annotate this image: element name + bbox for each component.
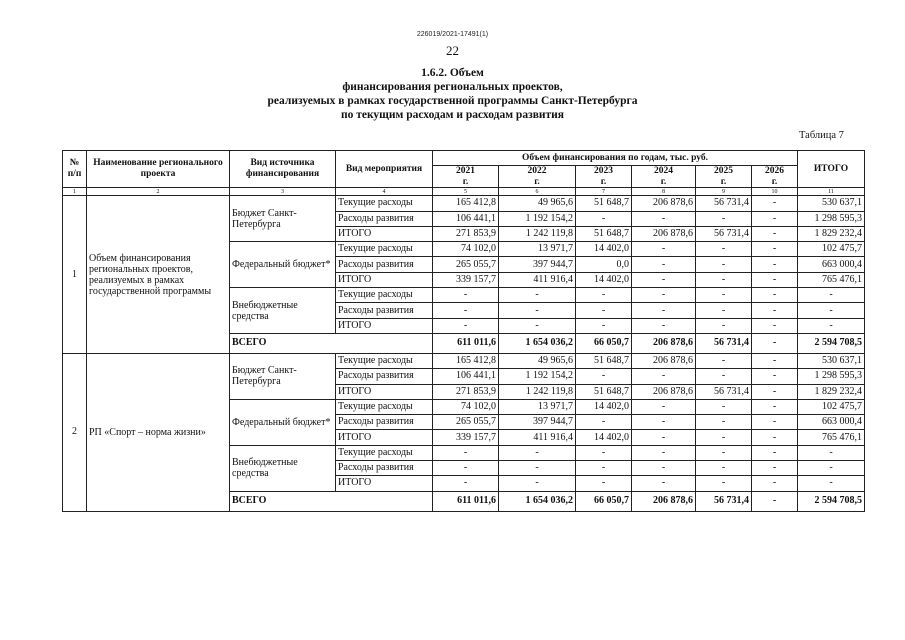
year-value: 14 402,0 [576, 399, 632, 414]
header-num: № п/п [63, 151, 87, 188]
year-value: 411 916,4 [499, 430, 576, 445]
header-project: Наименование регионального проекта [87, 151, 230, 188]
row-total: 663 000,4 [798, 415, 865, 430]
year-value: - [752, 288, 798, 303]
grand-total-label: ВСЕГО [230, 491, 433, 511]
year-value: - [696, 399, 752, 414]
activity-type: Расходы развития [336, 369, 433, 384]
year-value: 74 102,0 [433, 399, 499, 414]
year-value: - [499, 288, 576, 303]
activity-type: Текущие расходы [336, 196, 433, 211]
year-value: - [632, 399, 696, 414]
year-value: - [696, 461, 752, 476]
project-name: Объем финансирования региональных проектов, реализуемых в рамках государственной программы [87, 196, 230, 354]
year-value: - [576, 369, 632, 384]
document-title [0, 66, 905, 122]
table-row [63, 196, 865, 211]
row-total: - [798, 288, 865, 303]
year-value: 206 878,6 [632, 226, 696, 241]
title-line-4: по текущим расходам и расходам развития [340, 109, 565, 121]
year-value: - [499, 476, 576, 491]
column-number-7: 8 [632, 188, 696, 196]
activity-type: Текущие расходы [336, 242, 433, 257]
year-value: - [632, 318, 696, 333]
row-total: 663 000,4 [798, 257, 865, 272]
activity-type: ИТОГО [336, 476, 433, 491]
funding-source: Внебюджетные средства [230, 288, 336, 334]
grand-total-sum: 2 594 708,5 [798, 491, 865, 511]
year-value: - [696, 476, 752, 491]
grand-total-value: - [752, 491, 798, 511]
row-total: 765 476,1 [798, 430, 865, 445]
year-value: 339 157,7 [433, 272, 499, 287]
header-year-value: 2026 [765, 166, 784, 177]
year-value: 51 648,7 [576, 226, 632, 241]
header-year-unit: г. [720, 176, 727, 187]
header-activity: Вид мероприятия [336, 151, 433, 188]
year-value: - [696, 415, 752, 430]
year-value: - [696, 369, 752, 384]
year-value: 14 402,0 [576, 430, 632, 445]
year-value: - [576, 461, 632, 476]
year-value: - [752, 461, 798, 476]
year-value: - [632, 461, 696, 476]
year-value: 206 878,6 [632, 384, 696, 399]
year-value: - [696, 257, 752, 272]
year-value: 14 402,0 [576, 242, 632, 257]
year-value: - [433, 476, 499, 491]
year-value: - [696, 288, 752, 303]
year-value: 14 402,0 [576, 272, 632, 287]
year-value: - [632, 211, 696, 226]
column-number-3: 4 [336, 188, 433, 196]
year-value: - [499, 445, 576, 460]
activity-type: ИТОГО [336, 318, 433, 333]
year-value: 206 878,6 [632, 196, 696, 211]
grand-total-value: 56 731,4 [696, 491, 752, 511]
grand-total-value: 611 011,6 [433, 333, 499, 353]
financing-table [62, 150, 865, 512]
year-value: - [696, 318, 752, 333]
grand-total-value: 1 654 036,2 [499, 333, 576, 353]
activity-type: ИТОГО [336, 226, 433, 241]
year-value: 0,0 [576, 257, 632, 272]
year-value: - [696, 272, 752, 287]
row-total: - [798, 318, 865, 333]
activity-type: ИТОГО [336, 272, 433, 287]
year-value: 271 853,9 [433, 384, 499, 399]
year-value: - [433, 303, 499, 318]
title-line-2: финансирования региональных проектов, [342, 81, 563, 93]
funding-source: Федеральный бюджет* [230, 242, 336, 288]
year-value: 49 965,6 [499, 353, 576, 368]
year-value: - [576, 211, 632, 226]
row-total: 530 637,1 [798, 196, 865, 211]
year-value: - [752, 384, 798, 399]
year-value: 106 441,1 [433, 211, 499, 226]
row-total: 1 298 595,3 [798, 211, 865, 226]
year-value: - [433, 318, 499, 333]
funding-source: Бюджет Санкт-Петербурга [230, 196, 336, 242]
year-value: 411 916,4 [499, 272, 576, 287]
grand-total-sum: 2 594 708,5 [798, 333, 865, 353]
header-year-unit: г. [462, 176, 469, 187]
year-value: 265 055,7 [433, 257, 499, 272]
row-total: - [798, 445, 865, 460]
year-value: - [632, 303, 696, 318]
year-value: - [499, 303, 576, 318]
row-total: 1 829 232,4 [798, 226, 865, 241]
grand-total-value: 206 878,6 [632, 333, 696, 353]
header-total: ИТОГО [798, 151, 865, 188]
year-value: 56 731,4 [696, 226, 752, 241]
year-value: 51 648,7 [576, 384, 632, 399]
year-value: 51 648,7 [576, 196, 632, 211]
year-value: - [433, 445, 499, 460]
year-value: 1 192 154,2 [499, 369, 576, 384]
table-header [63, 151, 865, 196]
year-value: - [632, 288, 696, 303]
year-value: 165 412,8 [433, 353, 499, 368]
column-number-1: 2 [87, 188, 230, 196]
year-value: 397 944,7 [499, 257, 576, 272]
year-value: - [752, 272, 798, 287]
activity-type: ИТОГО [336, 384, 433, 399]
header-funding: Объем финансирования по годам, тыс. руб. [433, 151, 798, 166]
year-value: - [752, 303, 798, 318]
year-value: - [632, 369, 696, 384]
header-year-unit: г. [660, 176, 667, 187]
year-value: - [632, 476, 696, 491]
header-year-unit: г. [771, 176, 778, 187]
year-value: - [576, 318, 632, 333]
column-number-6: 7 [576, 188, 632, 196]
grand-total-value: 66 050,7 [576, 333, 632, 353]
year-value: 206 878,6 [632, 353, 696, 368]
row-total: 1 829 232,4 [798, 384, 865, 399]
year-value: - [752, 242, 798, 257]
header-year-1 [499, 166, 576, 188]
grand-total-value: 66 050,7 [576, 491, 632, 511]
header-year-value: 2021 [456, 166, 475, 177]
year-value: - [576, 476, 632, 491]
activity-type: Текущие расходы [336, 445, 433, 460]
title-line-1: 1.6.2. Объем [421, 67, 484, 79]
activity-type: Текущие расходы [336, 399, 433, 414]
project-number: 2 [63, 353, 87, 511]
grand-total-value: - [752, 333, 798, 353]
table-label: Таблица 7 [799, 130, 844, 141]
year-value: 74 102,0 [433, 242, 499, 257]
header-year-unit: г. [600, 176, 607, 187]
row-total: - [798, 476, 865, 491]
funding-source: Внебюджетные средства [230, 445, 336, 491]
row-total: 765 476,1 [798, 272, 865, 287]
year-value: - [576, 415, 632, 430]
page-number: 22 [446, 43, 459, 58]
year-value: - [752, 476, 798, 491]
year-value: - [499, 318, 576, 333]
activity-type: Расходы развития [336, 211, 433, 226]
column-number-4: 5 [433, 188, 499, 196]
column-number-5: 6 [499, 188, 576, 196]
year-value: - [433, 461, 499, 476]
activity-type: Расходы развития [336, 303, 433, 318]
year-value: - [752, 369, 798, 384]
year-value: - [632, 257, 696, 272]
year-value: - [752, 257, 798, 272]
row-total: 1 298 595,3 [798, 369, 865, 384]
year-value: - [499, 461, 576, 476]
year-value: 265 055,7 [433, 415, 499, 430]
year-value: 1 242 119,8 [499, 226, 576, 241]
row-total: 102 475,7 [798, 399, 865, 414]
year-value: - [696, 242, 752, 257]
year-value: - [433, 288, 499, 303]
grand-total-value: 611 011,6 [433, 491, 499, 511]
year-value: - [752, 445, 798, 460]
header-year-value: 2023 [594, 166, 613, 177]
year-value: - [752, 196, 798, 211]
year-value: 1 192 154,2 [499, 211, 576, 226]
header-year-2 [576, 166, 632, 188]
activity-type: Текущие расходы [336, 288, 433, 303]
column-numbers-row [63, 188, 865, 196]
year-value: - [632, 445, 696, 460]
header-year-5 [752, 166, 798, 188]
year-value: - [576, 445, 632, 460]
year-value: - [576, 303, 632, 318]
column-number-2: 3 [230, 188, 336, 196]
year-value: - [696, 303, 752, 318]
year-value: - [752, 318, 798, 333]
year-value: 1 242 119,8 [499, 384, 576, 399]
table-row [63, 353, 865, 368]
header-year-value: 2022 [527, 166, 547, 177]
year-value: 51 648,7 [576, 353, 632, 368]
row-total: - [798, 461, 865, 476]
funding-source: Бюджет Санкт-Петербурга [230, 353, 336, 399]
header-source: Вид источника финансирования [230, 151, 336, 188]
year-value: - [696, 353, 752, 368]
column-number-8: 9 [696, 188, 752, 196]
year-value: - [576, 288, 632, 303]
grand-total-value: 1 654 036,2 [499, 491, 576, 511]
column-number-0: 1 [63, 188, 87, 196]
header-year-4 [696, 166, 752, 188]
year-value: - [752, 211, 798, 226]
year-value: - [752, 226, 798, 241]
year-value: - [632, 415, 696, 430]
year-value: - [752, 399, 798, 414]
year-value: - [632, 430, 696, 445]
year-value: - [696, 211, 752, 226]
year-value: - [752, 353, 798, 368]
row-total: 530 637,1 [798, 353, 865, 368]
year-value: 271 853,9 [433, 226, 499, 241]
grand-total-value: 206 878,6 [632, 491, 696, 511]
activity-type: Текущие расходы [336, 353, 433, 368]
year-value: 49 965,6 [499, 196, 576, 211]
year-value: 339 157,7 [433, 430, 499, 445]
year-value: 56 731,4 [696, 384, 752, 399]
row-total: 102 475,7 [798, 242, 865, 257]
year-value: - [696, 430, 752, 445]
year-value: - [632, 242, 696, 257]
column-number-10: 11 [798, 188, 865, 196]
activity-type: ИТОГО [336, 430, 433, 445]
funding-source: Федеральный бюджет* [230, 399, 336, 445]
year-value: 13 971,7 [499, 242, 576, 257]
row-total: - [798, 303, 865, 318]
year-value: - [632, 272, 696, 287]
year-value: - [696, 445, 752, 460]
year-value: 165 412,8 [433, 196, 499, 211]
year-value: - [752, 415, 798, 430]
year-value: 13 971,7 [499, 399, 576, 414]
header-year-3 [632, 166, 696, 188]
header-year-value: 2024 [654, 166, 673, 177]
activity-type: Расходы развития [336, 461, 433, 476]
header-year-unit: г. [534, 176, 540, 187]
title-line-3: реализуемых в рамках государственной программы Санкт-Петербурга [267, 95, 638, 107]
column-number-9: 10 [752, 188, 798, 196]
document-id: 226019/2021-17491(1) [416, 31, 489, 38]
year-value: - [752, 430, 798, 445]
year-value: 106 441,1 [433, 369, 499, 384]
year-value: 56 731,4 [696, 196, 752, 211]
activity-type: Расходы развития [336, 415, 433, 430]
project-number: 1 [63, 196, 87, 354]
grand-total-label: ВСЕГО [230, 333, 433, 353]
grand-total-value: 56 731,4 [696, 333, 752, 353]
year-value: 397 944,7 [499, 415, 576, 430]
header-year-value: 2025 [714, 166, 733, 177]
activity-type: Расходы развития [336, 257, 433, 272]
header-year-0 [433, 166, 499, 188]
project-name: РП «Спорт – норма жизни» [87, 353, 230, 511]
table-body [63, 196, 865, 511]
